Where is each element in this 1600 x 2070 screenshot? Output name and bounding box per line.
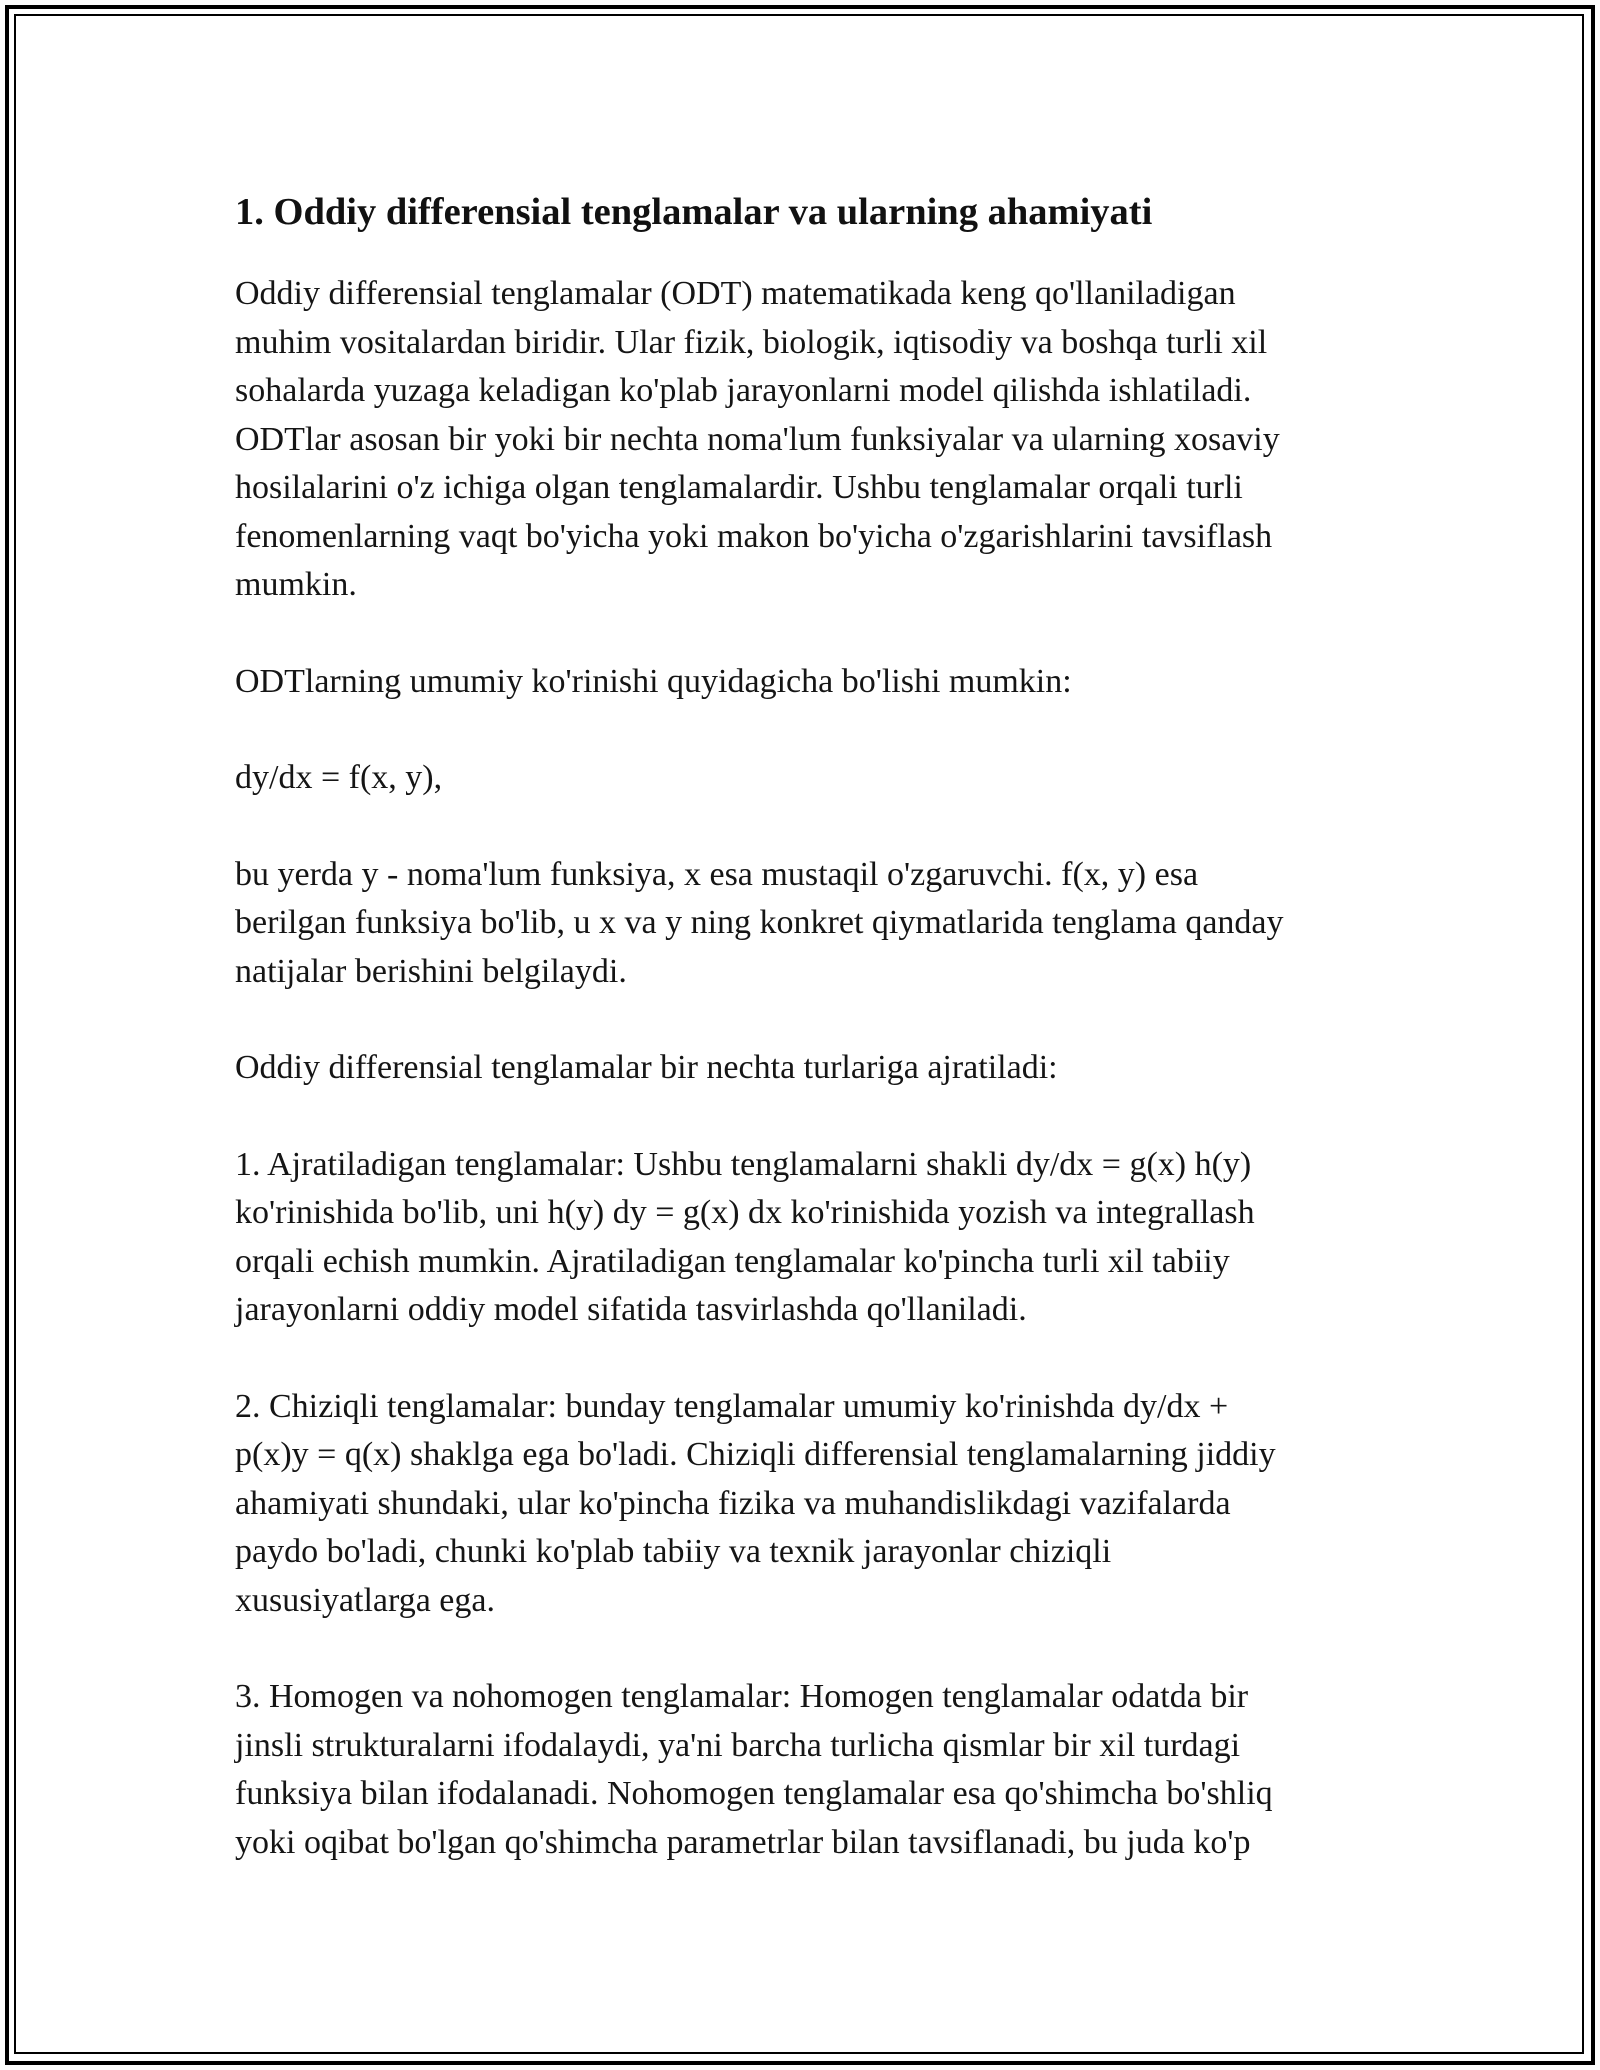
text-line: fenomenlarning vaqt bo'yicha yoki makon bo'yicha o'zgarishlarini tavsiflash [235,517,1273,555]
text-line: p(x)y = q(x) shaklga ega bo'ladi. Chiziqli differensial tenglamalarning jiddiy [235,1436,1276,1473]
text-line: xususiyatlarga ega. [235,1581,495,1619]
equation-line: dy/dx = f(x, y), [235,759,443,796]
document-body [235,185,1395,1867]
text-line: bu yerda y - noma'lum funksiya, x esa mustaqil o'zgaruvchi. f(x, y) esa [235,855,1199,893]
text-line: ahamiyati shundaki, ular ko'pincha fizika va muhandislikdagi vazifalarda [235,1484,1231,1522]
text-line: sohalarda yuzaga keladigan ko'plab jarayonlarni model qilishda ishlatiladi. [235,372,1252,409]
paragraph-equation [235,754,1395,803]
paragraph-intro [235,270,1395,610]
text-line: natijalar berishini belgilaydi. [235,952,627,990]
paragraph-general-form [235,658,1395,707]
text-line: hosilalarini o'z ichiga olgan tenglamalardir. Ushbu tenglamalar orqali turli [235,469,1243,506]
paragraph-types-intro [235,1044,1395,1093]
list-item-linear [235,1383,1395,1626]
text-line: ODTlar asosan bir yoki bir nechta noma'lum funksiyalar va ularning xosaviy [235,420,1280,458]
text-line: 3. Homogen va nohomogen tenglamalar: Homogen tenglamalar odatda bir [235,1678,1249,1715]
list-item-separable [235,1141,1395,1335]
text-line: Oddiy differensial tenglamalar (ODT) matematikada keng qo'llaniladigan [235,275,1236,312]
text-line: ODTlarning umumiy ko'rinishi quyidagicha bo'lishi mumkin: [235,662,1072,700]
text-line: muhim vositalardan biridir. Ular fizik, biologik, iqtisodiy va boshqa turli xil [235,323,1268,361]
text-line: 2. Chiziqli tenglamalar: bunday tenglamalar umumiy ko'rinishda dy/dx + [235,1387,1229,1425]
text-line: jarayonlarni oddiy model sifatida tasvirlashda qo'llaniladi. [235,1291,1027,1328]
paragraph-explanation [235,851,1395,997]
text-line: berilgan funksiya bo'lib, u x va y ning konkret qiymatlarida tenglama qanday [235,904,1284,941]
list-item-homogeneous [235,1673,1395,1867]
text-line: paydo bo'ladi, chunki ko'plab tabiiy va texnik jarayonlar chiziqli [235,1533,1112,1570]
section-title: 1. Oddiy differensial tenglamalar va ularning ahamiyati [235,191,1153,233]
text-line: 1. Ajratiladigan tenglamalar: Ushbu tenglamalarni shakli dy/dx = g(x) h(y) [235,1145,1252,1183]
text-line: funksiya bilan ifodalanadi. Nohomogen tenglamalar esa qo'shimcha bo'shliq [235,1775,1273,1812]
text-line: jinsli strukturalarni ifodalaydi, ya'ni barcha turlicha qismlar bir xil turdagi [235,1726,1241,1764]
text-line: yoki oqibat bo'lgan qo'shimcha parametrlar bilan tavsiflanadi, bu juda ko'p [235,1823,1251,1861]
text-line: ko'rinishida bo'lib, uni h(y) dy = g(x) dx ko'rinishida yozish va integrallash [235,1194,1255,1231]
text-line: orqali echish mumkin. Ajratiladigan tenglamalar ko'pincha turli xil tabiiy [235,1242,1230,1280]
text-line: mumkin. [235,566,357,603]
text-line: Oddiy differensial tenglamalar bir nechta turlariga ajratiladi: [235,1049,1058,1086]
